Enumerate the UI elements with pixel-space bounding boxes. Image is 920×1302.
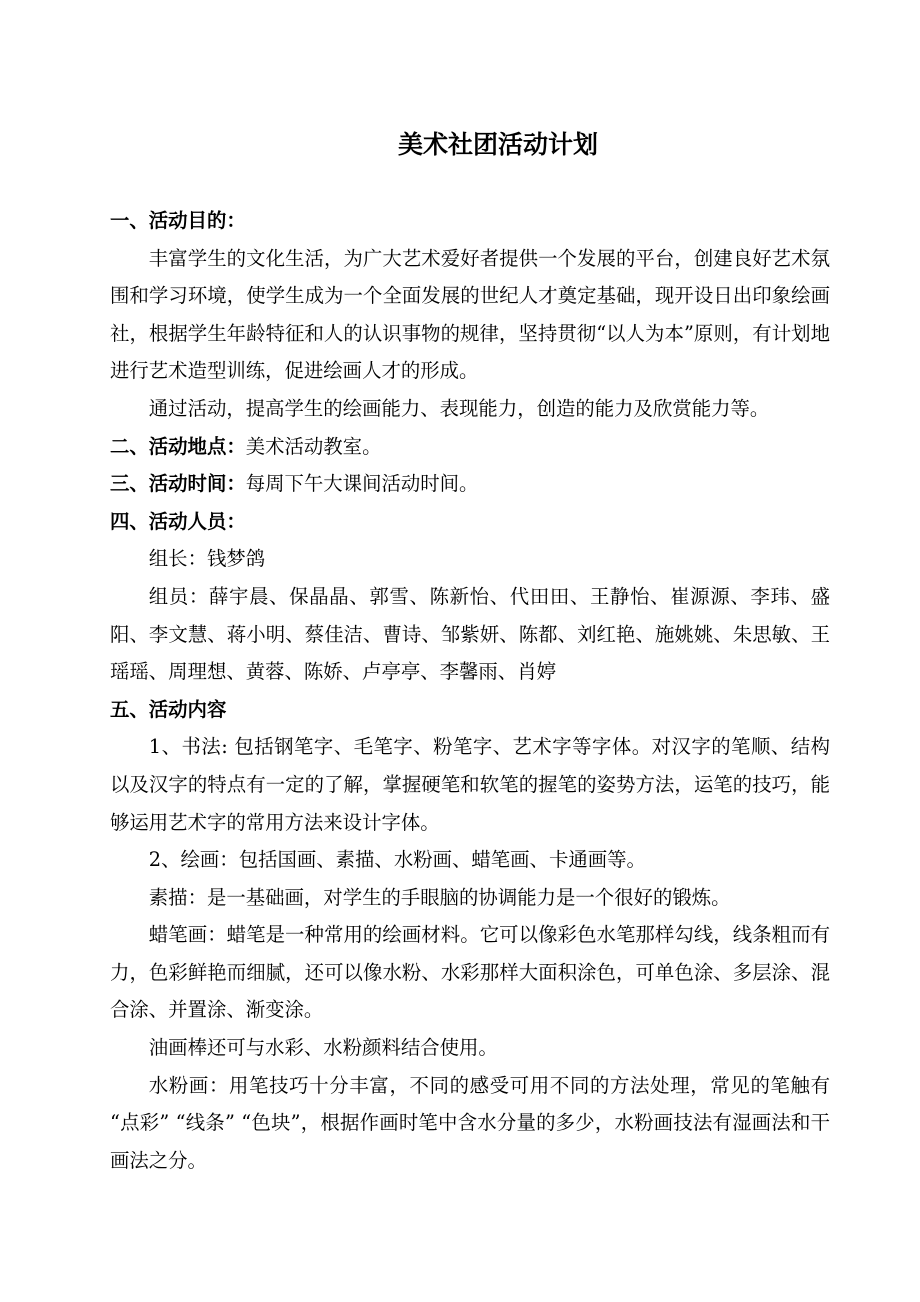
time-text: 每周下午大课间活动时间。 (245, 472, 479, 496)
section-heading-purpose: 一、活动目的： (110, 209, 246, 232)
document-page (110, 118, 830, 1179)
members-paragraph: 组员：薛宇晨、保晶晶、郭雪、陈新怡、代田田、王静怡、崔源源、李玮、盛阳、李文慧、蒋小明、蔡佳洁、曹诗、邹紫妍、陈都、刘红艳、施姚姚、朱思敏、王瑶瑶、周理想、黄蓉、陈娇、卢亭亭、李馨雨、肖婷 (110, 584, 830, 684)
section-heading-members: 四、活动人员： (110, 509, 246, 533)
paragraph-purpose-2: 通过活动，提高学生的绘画能力、表现能力，创造的能力及欣赏能力等。 (148, 396, 770, 420)
section-time (110, 465, 830, 503)
location-text: 美术活动教室。 (245, 434, 382, 458)
page-title: 美术社团活动计划 (397, 130, 598, 159)
leader-line: 组长：钱梦鸽 (148, 547, 266, 571)
paragraph-crayon: 蜡笔画：蜡笔是一种常用的绘画材料。它可以像彩色水笔那样勾线，线条粗而有力，色彩鲜艳而细腻，还可以像水粉、水彩那样大面积涂色，可单色涂、多层涂、混合涂、并置涂、渐变涂。 (110, 923, 830, 1022)
section-heading-time: 三、活动时间： (110, 472, 246, 496)
paragraph-sketch: 素描：是一基础画，对学生的手眼脑的协调能力是一个很好的锻炼。 (148, 885, 731, 909)
section-location (110, 428, 830, 466)
paragraph-calligraphy: 1、书法: 包括钢笔字、毛笔字、粉笔字、艺术字等字体。对汉字的笔顺、结构以及汉字的特点有一定的了解，掌握硬笔和软笔的握笔的姿势方法，运笔的技巧，能够运用艺术字的常用方法来设计字体。 (110, 735, 830, 834)
section-heading-location: 二、活动地点： (110, 434, 246, 458)
section-heading-content: 五、活动内容 (110, 697, 227, 721)
paragraph-purpose-1: 丰富学生的文化生活，为广大艺术爱好者提供一个发展的平台，创建良好艺术氛围和学习环境，使学生成为一个全面发展的世纪人才奠定基础，现开设日出印象绘画社，根据学生年龄特征和人的认识事物的规律，坚持贯彻“以人为本”原则，有计划地进行艺术造型训练，促进绘画人才的形成。 (110, 246, 830, 383)
paragraph-gouache: 水粉画：用笔技巧十分丰富，不同的感受可用不同的方法处理，常见的笔触有 “点彩” “线条” “色块”，根据作画时笔中含水分量的多少，水粉画技法有湿画法和干画法之分。 (110, 1073, 830, 1172)
paragraph-oil-pastel: 油画棒还可与水彩、水粉颜料结合使用。 (148, 1036, 498, 1060)
paragraph-painting: 2、绘画：包括国画、素描、水粉画、蜡笔画、卡通画等。 (148, 848, 646, 872)
